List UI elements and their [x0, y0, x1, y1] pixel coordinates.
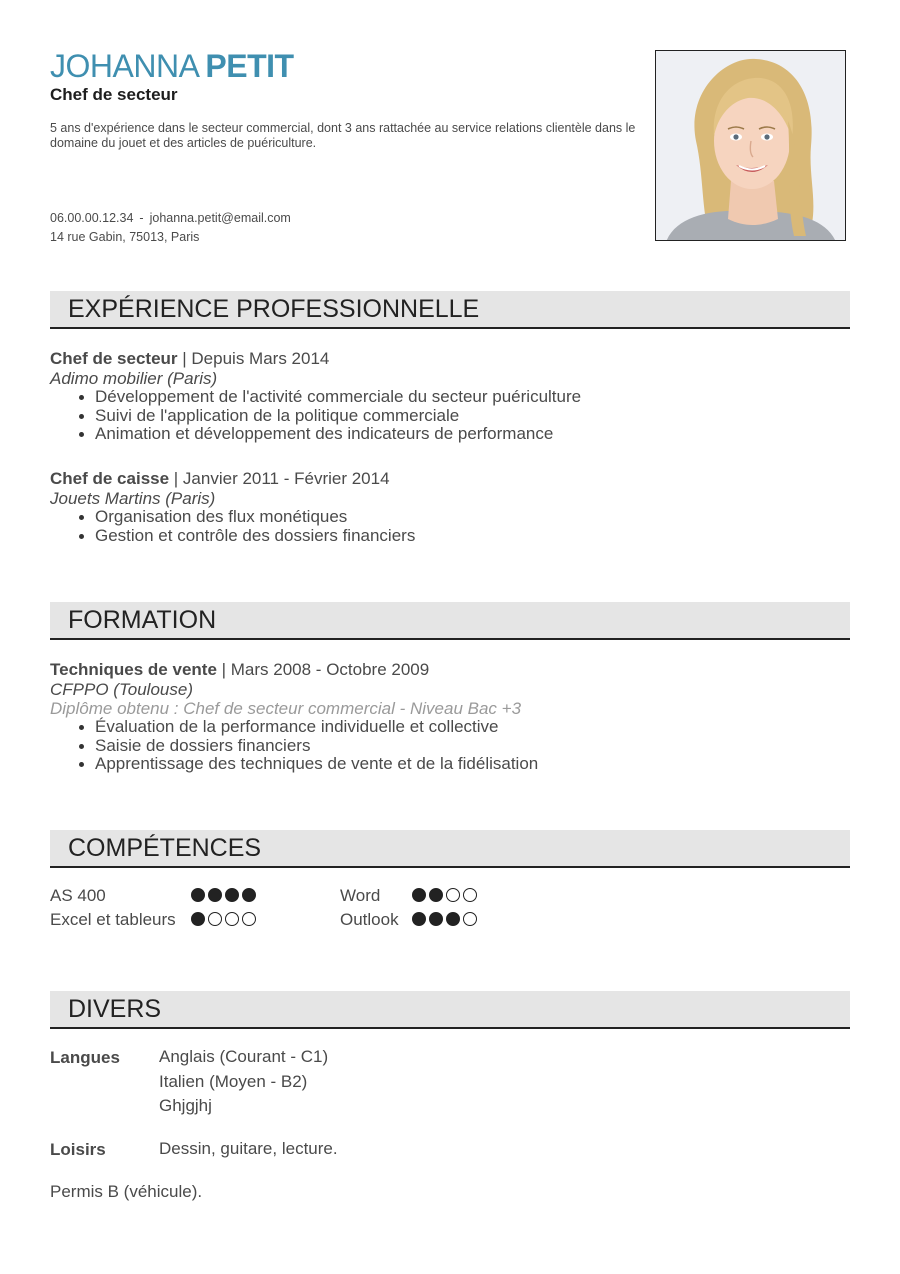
- candidate-name: [50, 48, 294, 85]
- rating-dot-filled: [412, 888, 426, 902]
- experience-entry-2: [50, 469, 850, 545]
- postal-address: 14 rue Gabin, 75013, Paris: [50, 230, 200, 244]
- list-item: Suivi de l'application de la politique commerciale: [77, 407, 850, 426]
- formation-entry: [50, 660, 850, 774]
- entry-role: Chef de secteur: [50, 349, 178, 368]
- entry-period: | Janvier 2011 - Février 2014: [169, 469, 390, 488]
- list-item: Ghjgjhj: [159, 1096, 212, 1115]
- section-title-divers: DIVERS: [50, 991, 850, 1029]
- list-item: Apprentissage des techniques de vente et de la fidélisation: [77, 755, 850, 774]
- driving-license: Permis B (véhicule).: [50, 1182, 203, 1201]
- contact-separator: -: [139, 211, 144, 225]
- profile-summary: 5 ans d'expérience dans le secteur commercial, dont 3 ans rattachée au service relations clientèle dans le domaine du jouet et des articles de puériculture.: [50, 121, 636, 150]
- rating-dot-empty: [463, 912, 477, 926]
- profile-photo: [655, 50, 846, 241]
- rating-dot-filled: [446, 912, 460, 926]
- entry-period: | Mars 2008 - Octobre 2009: [216, 660, 430, 679]
- rating-dot-filled: [225, 888, 239, 902]
- languages-label: Langues: [50, 1048, 120, 1067]
- entry-role: Chef de caisse: [50, 469, 170, 488]
- rating-dot-filled: [208, 888, 222, 902]
- skill-name: Word: [340, 886, 381, 905]
- list-item: Saisie de dossiers financiers: [77, 737, 850, 756]
- languages-list: [159, 1045, 328, 1119]
- entry-bullets: [77, 718, 850, 774]
- rating-dot-empty: [463, 888, 477, 902]
- entry-organization: CFPPO (Toulouse): [50, 680, 193, 699]
- rating-dot-empty: [446, 888, 460, 902]
- contact-line-1: [50, 209, 291, 228]
- list-item: Animation et développement des indicateurs de performance: [77, 425, 850, 444]
- first-name: JOHANNA: [50, 48, 200, 84]
- hobbies-value: Dessin, guitare, lecture.: [159, 1139, 338, 1158]
- entry-heading: [50, 660, 850, 680]
- hobbies-label: Loisirs: [50, 1140, 106, 1159]
- skill-name: Excel et tableurs: [50, 910, 176, 929]
- rating-dot-filled: [429, 912, 443, 926]
- entry-heading: [50, 349, 850, 369]
- entry-organization: Jouets Martins (Paris): [50, 489, 216, 508]
- rating-dot-filled: [191, 912, 205, 926]
- section-title-competences: COMPÉTENCES: [50, 830, 850, 868]
- entry-diploma: Diplôme obtenu : Chef de secteur commercial - Niveau Bac +3: [50, 699, 522, 718]
- list-item: Organisation des flux monétiques: [77, 508, 850, 527]
- rating-dot-filled: [191, 888, 205, 902]
- entry-organization: Adimo mobilier (Paris): [50, 369, 218, 388]
- list-item: Développement de l'activité commerciale du secteur puériculture: [77, 388, 850, 407]
- rating-dot-empty: [242, 912, 256, 926]
- list-item: Évaluation de la performance individuelle et collective: [77, 718, 850, 737]
- experience-entry-1: [50, 349, 850, 444]
- entry-heading: [50, 469, 850, 489]
- list-item: Anglais (Courant - C1): [159, 1047, 329, 1066]
- rating-dot-filled: [242, 888, 256, 902]
- contact-info: [50, 209, 291, 247]
- skill-rating: [191, 888, 256, 904]
- rating-dot-filled: [429, 888, 443, 902]
- list-item: Italien (Moyen - B2): [159, 1071, 308, 1091]
- skill-rating: [191, 912, 256, 928]
- entry-bullets: [77, 508, 850, 545]
- email-address: johanna.petit@email.com: [149, 211, 291, 225]
- rating-dot-empty: [225, 912, 239, 926]
- entry-period: | Depuis Mars 2014: [177, 349, 330, 368]
- phone-number: 06.00.00.12.34: [50, 211, 134, 225]
- skill-rating: [412, 912, 477, 928]
- rating-dot-filled: [412, 912, 426, 926]
- rating-dot-empty: [208, 912, 222, 926]
- skill-name: Outlook: [340, 910, 399, 929]
- job-title: Chef de secteur: [50, 85, 178, 104]
- profile-photo-illustration: [656, 51, 846, 241]
- entry-bullets: [77, 388, 850, 444]
- last-name: PETIT: [205, 48, 294, 84]
- entry-role: Techniques de vente: [50, 660, 217, 679]
- skill-rating: [412, 888, 477, 904]
- skill-name: AS 400: [50, 886, 106, 905]
- section-title-formation: FORMATION: [50, 602, 850, 640]
- list-item: Gestion et contrôle des dossiers financiers: [77, 527, 850, 546]
- section-title-experience: EXPÉRIENCE PROFESSIONNELLE: [50, 291, 850, 329]
